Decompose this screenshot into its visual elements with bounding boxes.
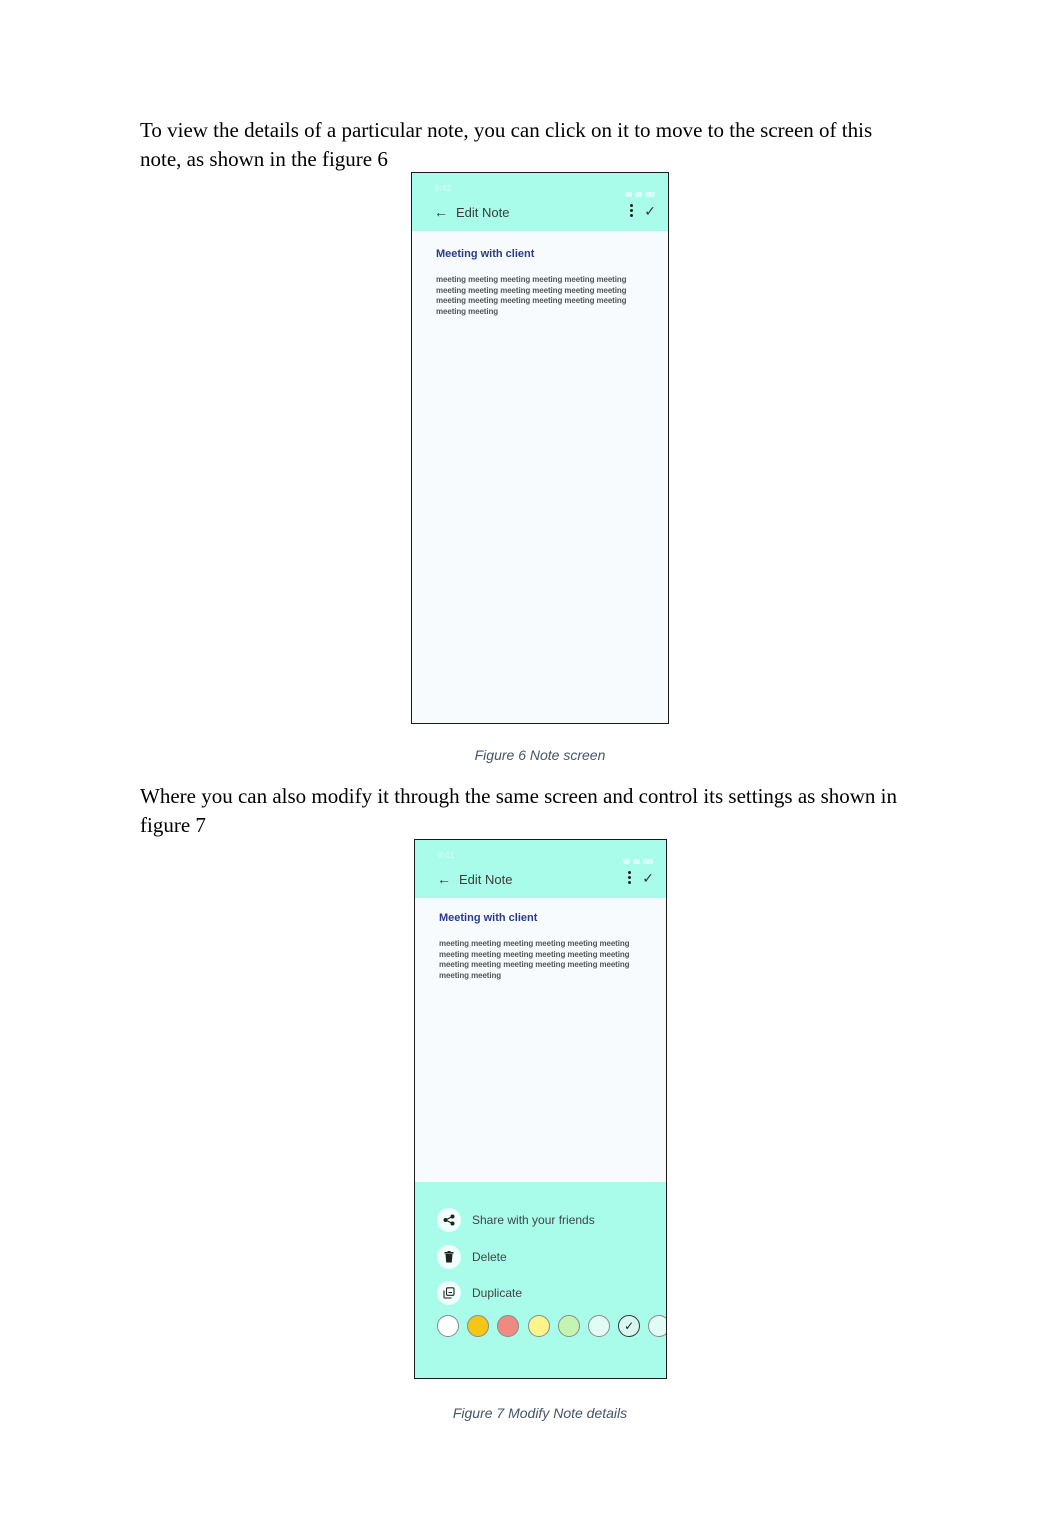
status-time: 9:41: [437, 850, 455, 860]
figure-7-phone-screenshot: [414, 839, 667, 1379]
intro-paragraph: To view the details of a particular note, you can click on it to move to the screen of this note, as shown in the figure 6: [140, 118, 873, 171]
second-paragraph: Where you can also modify it through the same screen and control its settings as shown in figure 7: [140, 784, 897, 837]
app-bar: [412, 173, 668, 231]
color-swatch-row: [437, 1315, 667, 1341]
figure-6-phone-screenshot: [411, 172, 669, 724]
note-body[interactable]: meeting meeting meeting meeting meeting meeting meeting meeting meeting meeting meeting meeting meeting meeting meeting meeting meeting meeting meeting meeting: [436, 275, 627, 316]
note-title[interactable]: Meeting with client: [436, 248, 535, 260]
figure-6-caption: Figure 6 Note screen: [474, 747, 606, 763]
arrow-left-icon[interactable]: ←: [434, 204, 448, 220]
color-swatch-selected[interactable]: ✓: [618, 1315, 640, 1337]
trash-icon: [437, 1245, 461, 1269]
options-bottom-sheet: Share with your friends Delete Duplicate ✓: [415, 1182, 666, 1378]
status-icons: [622, 184, 656, 192]
figure-7-caption: Figure 7 Modify Note details: [452, 1405, 628, 1421]
color-swatch[interactable]: [528, 1315, 550, 1337]
color-swatch[interactable]: [558, 1315, 580, 1337]
copy-icon: [437, 1281, 461, 1305]
note-body[interactable]: meeting meeting meeting meeting meeting meeting meeting meeting meeting meeting meeting meeting meeting meeting meeting meeting meeting meeting meeting meeting: [439, 939, 630, 980]
color-swatch[interactable]: [437, 1315, 459, 1337]
more-vertical-icon[interactable]: [630, 204, 634, 218]
more-vertical-icon[interactable]: [628, 871, 632, 885]
app-bar: [415, 840, 666, 898]
color-swatch[interactable]: [648, 1315, 667, 1337]
share-icon: [437, 1208, 461, 1232]
color-swatch[interactable]: [467, 1315, 489, 1337]
app-bar-title: Edit Note: [456, 205, 510, 220]
app-bar-title: Edit Note: [459, 872, 513, 887]
note-title[interactable]: Meeting with client: [439, 912, 538, 924]
color-swatch[interactable]: [497, 1315, 519, 1337]
color-swatch[interactable]: [588, 1315, 610, 1337]
status-time: 9:41: [434, 183, 452, 193]
arrow-left-icon[interactable]: ←: [437, 871, 451, 887]
status-icons: [620, 851, 654, 859]
check-icon[interactable]: ✓: [642, 870, 654, 886]
check-icon[interactable]: ✓: [644, 203, 656, 219]
